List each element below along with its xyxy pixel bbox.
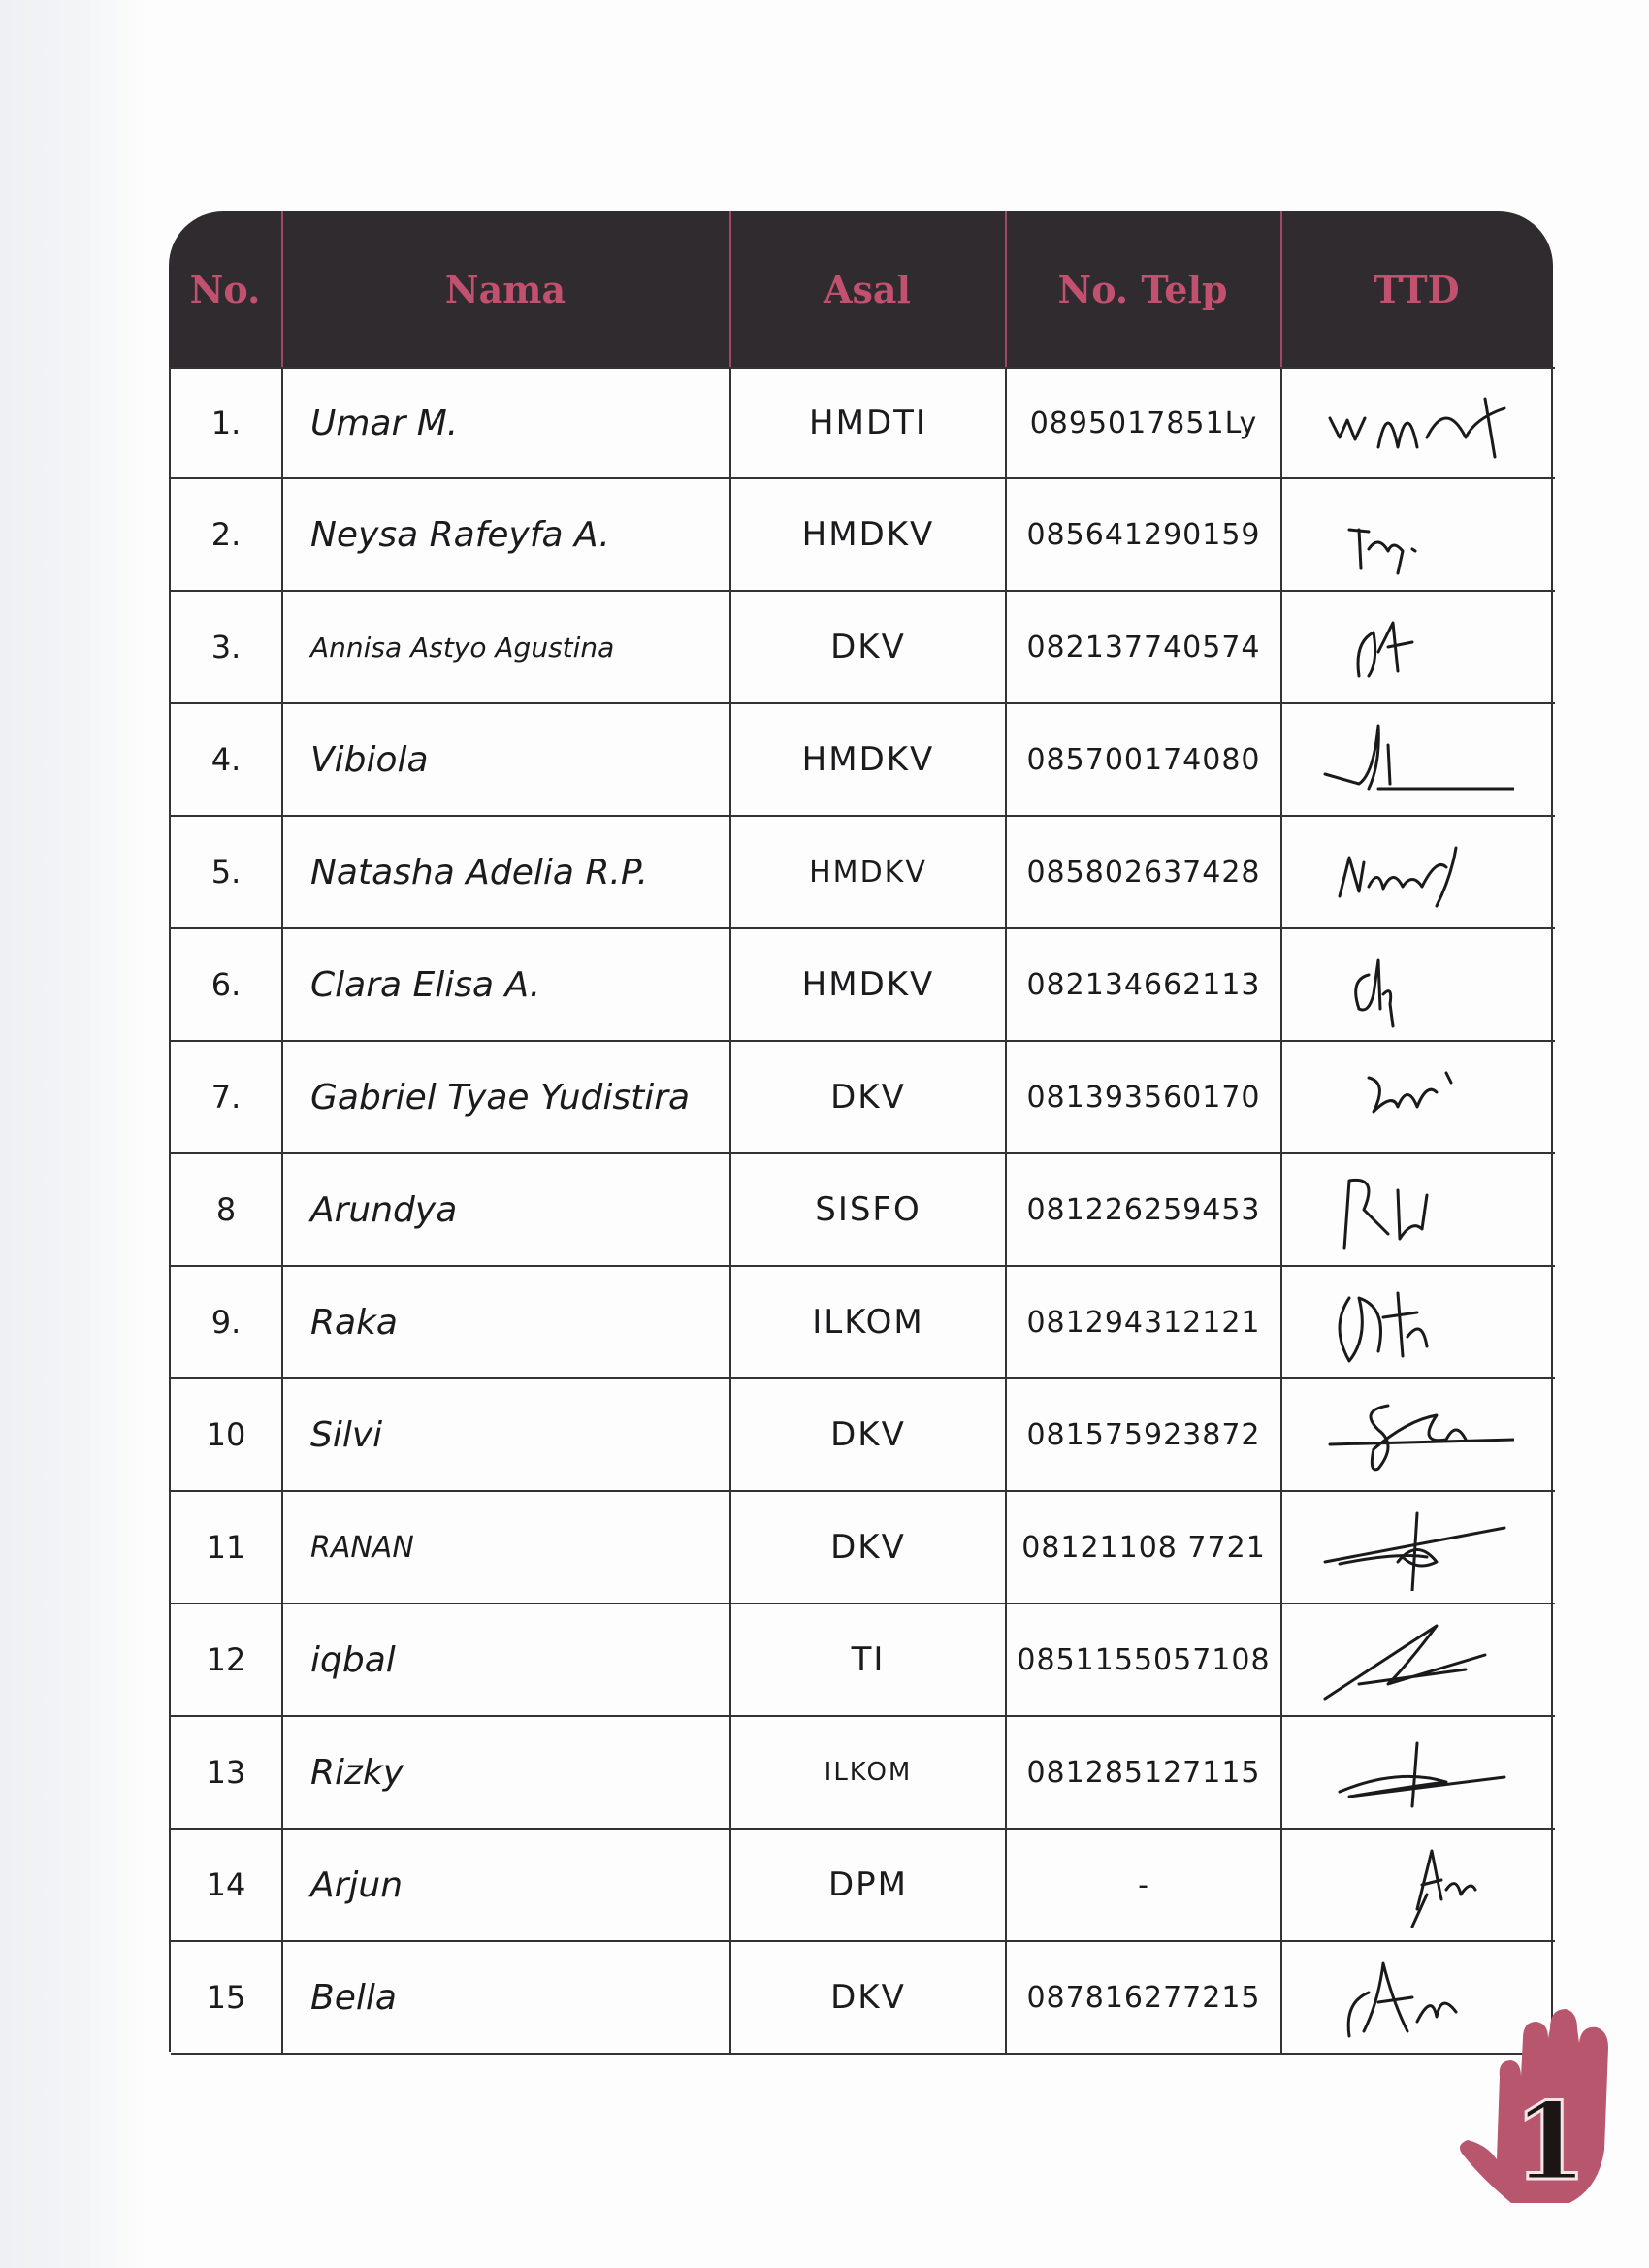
row-asal: DKV (731, 1042, 1007, 1152)
row-telp: 081575923872 (1007, 1379, 1282, 1490)
table-row (171, 1717, 1555, 1830)
row-nama: Natasha Adelia R.P. (283, 817, 731, 927)
table-row (171, 367, 1555, 479)
row-number: 6. (171, 929, 283, 1040)
row-number: 4. (171, 704, 283, 815)
row-signature (1282, 1379, 1551, 1490)
row-signature (1282, 1042, 1551, 1152)
row-nama: Arundya (283, 1154, 731, 1265)
signature-mark (1320, 1841, 1514, 1928)
signature-mark (1320, 379, 1514, 467)
row-telp: 08121108 7721 (1007, 1492, 1282, 1603)
row-telp: 085700174080 (1007, 704, 1282, 815)
signature-mark (1320, 1391, 1514, 1478)
row-telp: 082134662113 (1007, 929, 1282, 1040)
table-header (169, 211, 1553, 367)
row-telp: 081393560170 (1007, 1042, 1282, 1152)
row-signature (1282, 929, 1551, 1040)
row-signature (1282, 1267, 1551, 1377)
row-number: 13 (171, 1717, 283, 1828)
row-signature (1282, 369, 1551, 477)
row-asal: DPM (731, 1830, 1007, 1940)
table-row (171, 1042, 1555, 1154)
row-nama: Rizky (283, 1717, 731, 1828)
signature-mark (1320, 1729, 1514, 1816)
row-asal: ILKOM (731, 1267, 1007, 1377)
row-nama: Gabriel Tyae Yudistira (283, 1042, 731, 1152)
row-number: 1. (171, 369, 283, 477)
row-nama: Vibiola (283, 704, 731, 815)
row-telp: - (1007, 1830, 1282, 1940)
table-row (171, 1604, 1555, 1717)
row-signature (1282, 817, 1551, 927)
row-signature (1282, 1717, 1551, 1828)
logo-number: 1 (1512, 2079, 1588, 2204)
row-nama: Annisa Astyo Agustina (283, 592, 731, 702)
row-number: 2. (171, 479, 283, 590)
header-no: No. (169, 211, 283, 367)
table-row (171, 929, 1555, 1042)
row-telp: 087816277215 (1007, 1942, 1282, 2053)
scan-shadow (0, 0, 146, 2268)
header-asal: Asal (729, 211, 1007, 367)
row-number: 14 (171, 1830, 283, 1940)
row-asal: TI (731, 1604, 1007, 1715)
signature-mark (1320, 1616, 1514, 1703)
row-number: 11 (171, 1492, 283, 1603)
hand-number-logo (1453, 1985, 1620, 2208)
row-asal: ILKOM (731, 1717, 1007, 1828)
signature-mark (1320, 828, 1514, 916)
row-signature (1282, 1492, 1551, 1603)
table-row (171, 479, 1555, 592)
row-asal: HMDKV (731, 704, 1007, 815)
row-telp: 081285127115 (1007, 1717, 1282, 1828)
row-nama: Neysa Rafeyfa A. (283, 479, 731, 590)
signature-mark (1320, 491, 1514, 578)
table-row (171, 704, 1555, 817)
row-asal: SISFO (731, 1154, 1007, 1265)
row-telp: 0851155057108 (1007, 1604, 1282, 1715)
header-nama: Nama (281, 211, 731, 367)
attendance-table (169, 211, 1553, 2052)
row-asal: HMDKV (731, 817, 1007, 927)
row-asal: DKV (731, 1492, 1007, 1603)
row-nama: Clara Elisa A. (283, 929, 731, 1040)
row-nama: Bella (283, 1942, 731, 2053)
row-asal: HMDKV (731, 929, 1007, 1040)
signature-mark (1320, 941, 1514, 1028)
row-telp: 082137740574 (1007, 592, 1282, 702)
row-asal: DKV (731, 1942, 1007, 2053)
row-nama: RANAN (283, 1492, 731, 1603)
signature-mark (1320, 603, 1514, 691)
row-number: 7. (171, 1042, 283, 1152)
row-signature (1282, 1830, 1551, 1940)
row-signature (1282, 479, 1551, 590)
row-telp: 085802637428 (1007, 817, 1282, 927)
row-nama: iqbal (283, 1604, 731, 1715)
row-nama: Umar M. (283, 369, 731, 477)
row-signature (1282, 592, 1551, 702)
signature-mark (1320, 1279, 1514, 1366)
signature-mark (1320, 1504, 1514, 1591)
row-signature (1282, 1604, 1551, 1715)
row-signature (1282, 704, 1551, 815)
row-nama: Arjun (283, 1830, 731, 1940)
row-nama: Silvi (283, 1379, 731, 1490)
header-ttd: TTD (1374, 267, 1460, 311)
row-number: 5. (171, 817, 283, 927)
row-number: 3. (171, 592, 283, 702)
row-number: 12 (171, 1604, 283, 1715)
table-row (171, 1830, 1555, 1942)
row-number: 15 (171, 1942, 283, 2053)
row-asal: HMDKV (731, 479, 1007, 590)
row-asal: DKV (731, 592, 1007, 702)
signature-mark (1320, 716, 1514, 803)
signature-mark (1320, 1053, 1514, 1141)
row-signature (1282, 1154, 1551, 1265)
table-row (171, 817, 1555, 929)
row-asal: HMDTI (731, 369, 1007, 477)
table-row (171, 1267, 1555, 1379)
table-row (171, 592, 1555, 704)
header-telp: No. Telp (1005, 211, 1282, 367)
row-number: 9. (171, 1267, 283, 1377)
table-row (171, 1379, 1555, 1492)
row-number: 10 (171, 1379, 283, 1490)
row-asal: DKV (731, 1379, 1007, 1490)
row-telp: 085641290159 (1007, 479, 1282, 590)
table-row (171, 1492, 1555, 1604)
row-number: 8 (171, 1154, 283, 1265)
row-telp: 0895017851Ly (1007, 369, 1282, 477)
table-body (169, 367, 1553, 2052)
row-telp: 081226259453 (1007, 1154, 1282, 1265)
table-row (171, 1154, 1555, 1267)
row-nama: Raka (283, 1267, 731, 1377)
row-telp: 081294312121 (1007, 1267, 1282, 1377)
table-row (171, 1942, 1555, 2055)
signature-mark (1320, 1166, 1514, 1253)
